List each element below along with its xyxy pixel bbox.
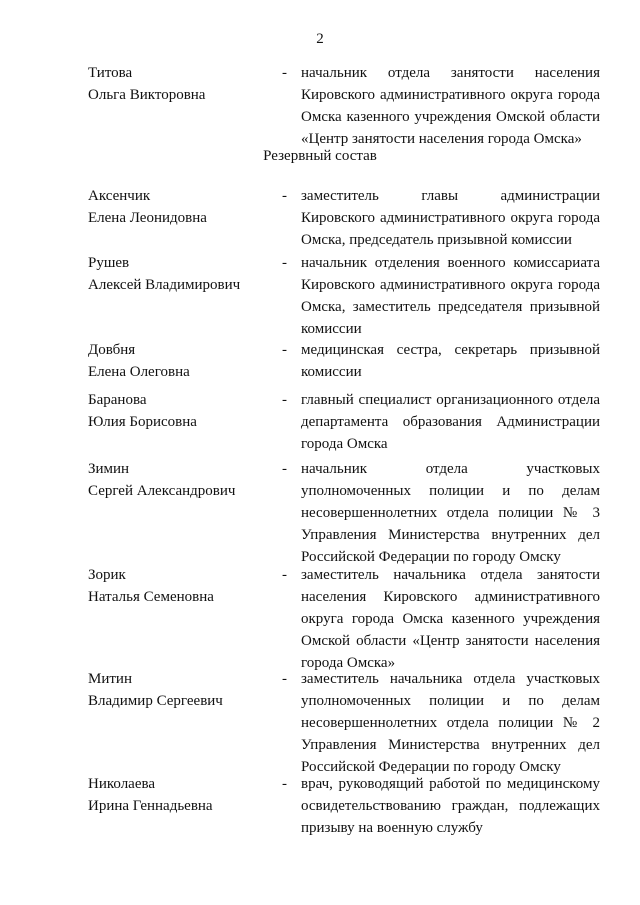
separator-dash: -: [282, 188, 287, 204]
member-position: начальник отдела участковых уполномоченных полиции и по делам несовершеннолетних отдела полиции № 3 Управления Министерства внутренних дел Российской Федерации по городу Омску: [301, 461, 600, 565]
member-surname: Николаева: [88, 776, 156, 792]
separator-dash: -: [282, 255, 287, 271]
separator-dash: -: [282, 567, 287, 583]
member-given-names: Елена Леонидовна: [88, 210, 207, 226]
member-position: заместитель начальника отдела занятости населения Кировского административного округа города Омска казенного учреждения Омской области «Центр занятости населения города Омска»: [301, 567, 600, 671]
member-name: [88, 339, 278, 383]
member-position: медицинская сестра, секретарь призывной комиссии: [301, 342, 600, 380]
separator-dash: -: [282, 342, 287, 358]
page-number: 2: [316, 31, 324, 47]
member-given-names: Ольга Викторовна: [88, 87, 206, 103]
member-surname: Зорик: [88, 567, 126, 583]
member-name: [88, 389, 278, 433]
member-surname: Митин: [88, 671, 132, 687]
member-given-names: Алексей Владимирович: [88, 277, 241, 293]
member-given-names: Юлия Борисовна: [88, 414, 197, 430]
member-given-names: Наталья Семеновна: [88, 589, 214, 605]
member-name: [88, 458, 278, 502]
member-name: [88, 773, 278, 817]
member-name: [88, 62, 278, 106]
member-surname: Аксенчик: [88, 188, 151, 204]
member-position: начальник отделения военного комиссариата Кировского административного округа города Омска, заместитель председателя призывной комиссии: [301, 255, 600, 337]
member-surname: Рушев: [88, 255, 130, 271]
member-name: [88, 668, 278, 712]
member-position: врач, руководящий работой по медицинскому освидетельствованию граждан, подлежащих призыву на военную службу: [301, 776, 600, 836]
member-name: [88, 564, 278, 608]
separator-dash: -: [282, 671, 287, 687]
member-given-names: Елена Олеговна: [88, 364, 190, 380]
member-position: начальник отдела занятости населения Кировского административного округа города Омска казенного учреждения Омской области «Центр занятости населения города Омска»: [301, 65, 600, 147]
member-position: главный специалист организационного отдела департамента образования Администрации города Омска: [301, 392, 600, 452]
section-heading: Резервный состав: [263, 148, 377, 164]
member-surname: Довбня: [88, 342, 136, 358]
member-position: заместитель главы администрации Кировского административного округа города Омска, председатель призывной комиссии: [301, 188, 600, 248]
member-surname: Титова: [88, 65, 133, 81]
member-name: [88, 252, 278, 296]
member-given-names: Ирина Геннадьевна: [88, 798, 213, 814]
member-position: заместитель начальника отдела участковых уполномоченных полиции и по делам несовершеннолетних отдела полиции № 2 Управления Министерства внутренних дел Российской Федерации по городу Омску: [301, 671, 600, 775]
separator-dash: -: [282, 65, 287, 81]
member-surname: Зимин: [88, 461, 130, 477]
separator-dash: -: [282, 461, 287, 477]
member-surname: Баранова: [88, 392, 147, 408]
member-given-names: Владимир Сергеевич: [88, 693, 223, 709]
member-given-names: Сергей Александрович: [88, 483, 236, 499]
separator-dash: -: [282, 776, 287, 792]
separator-dash: -: [282, 392, 287, 408]
member-name: [88, 185, 278, 229]
